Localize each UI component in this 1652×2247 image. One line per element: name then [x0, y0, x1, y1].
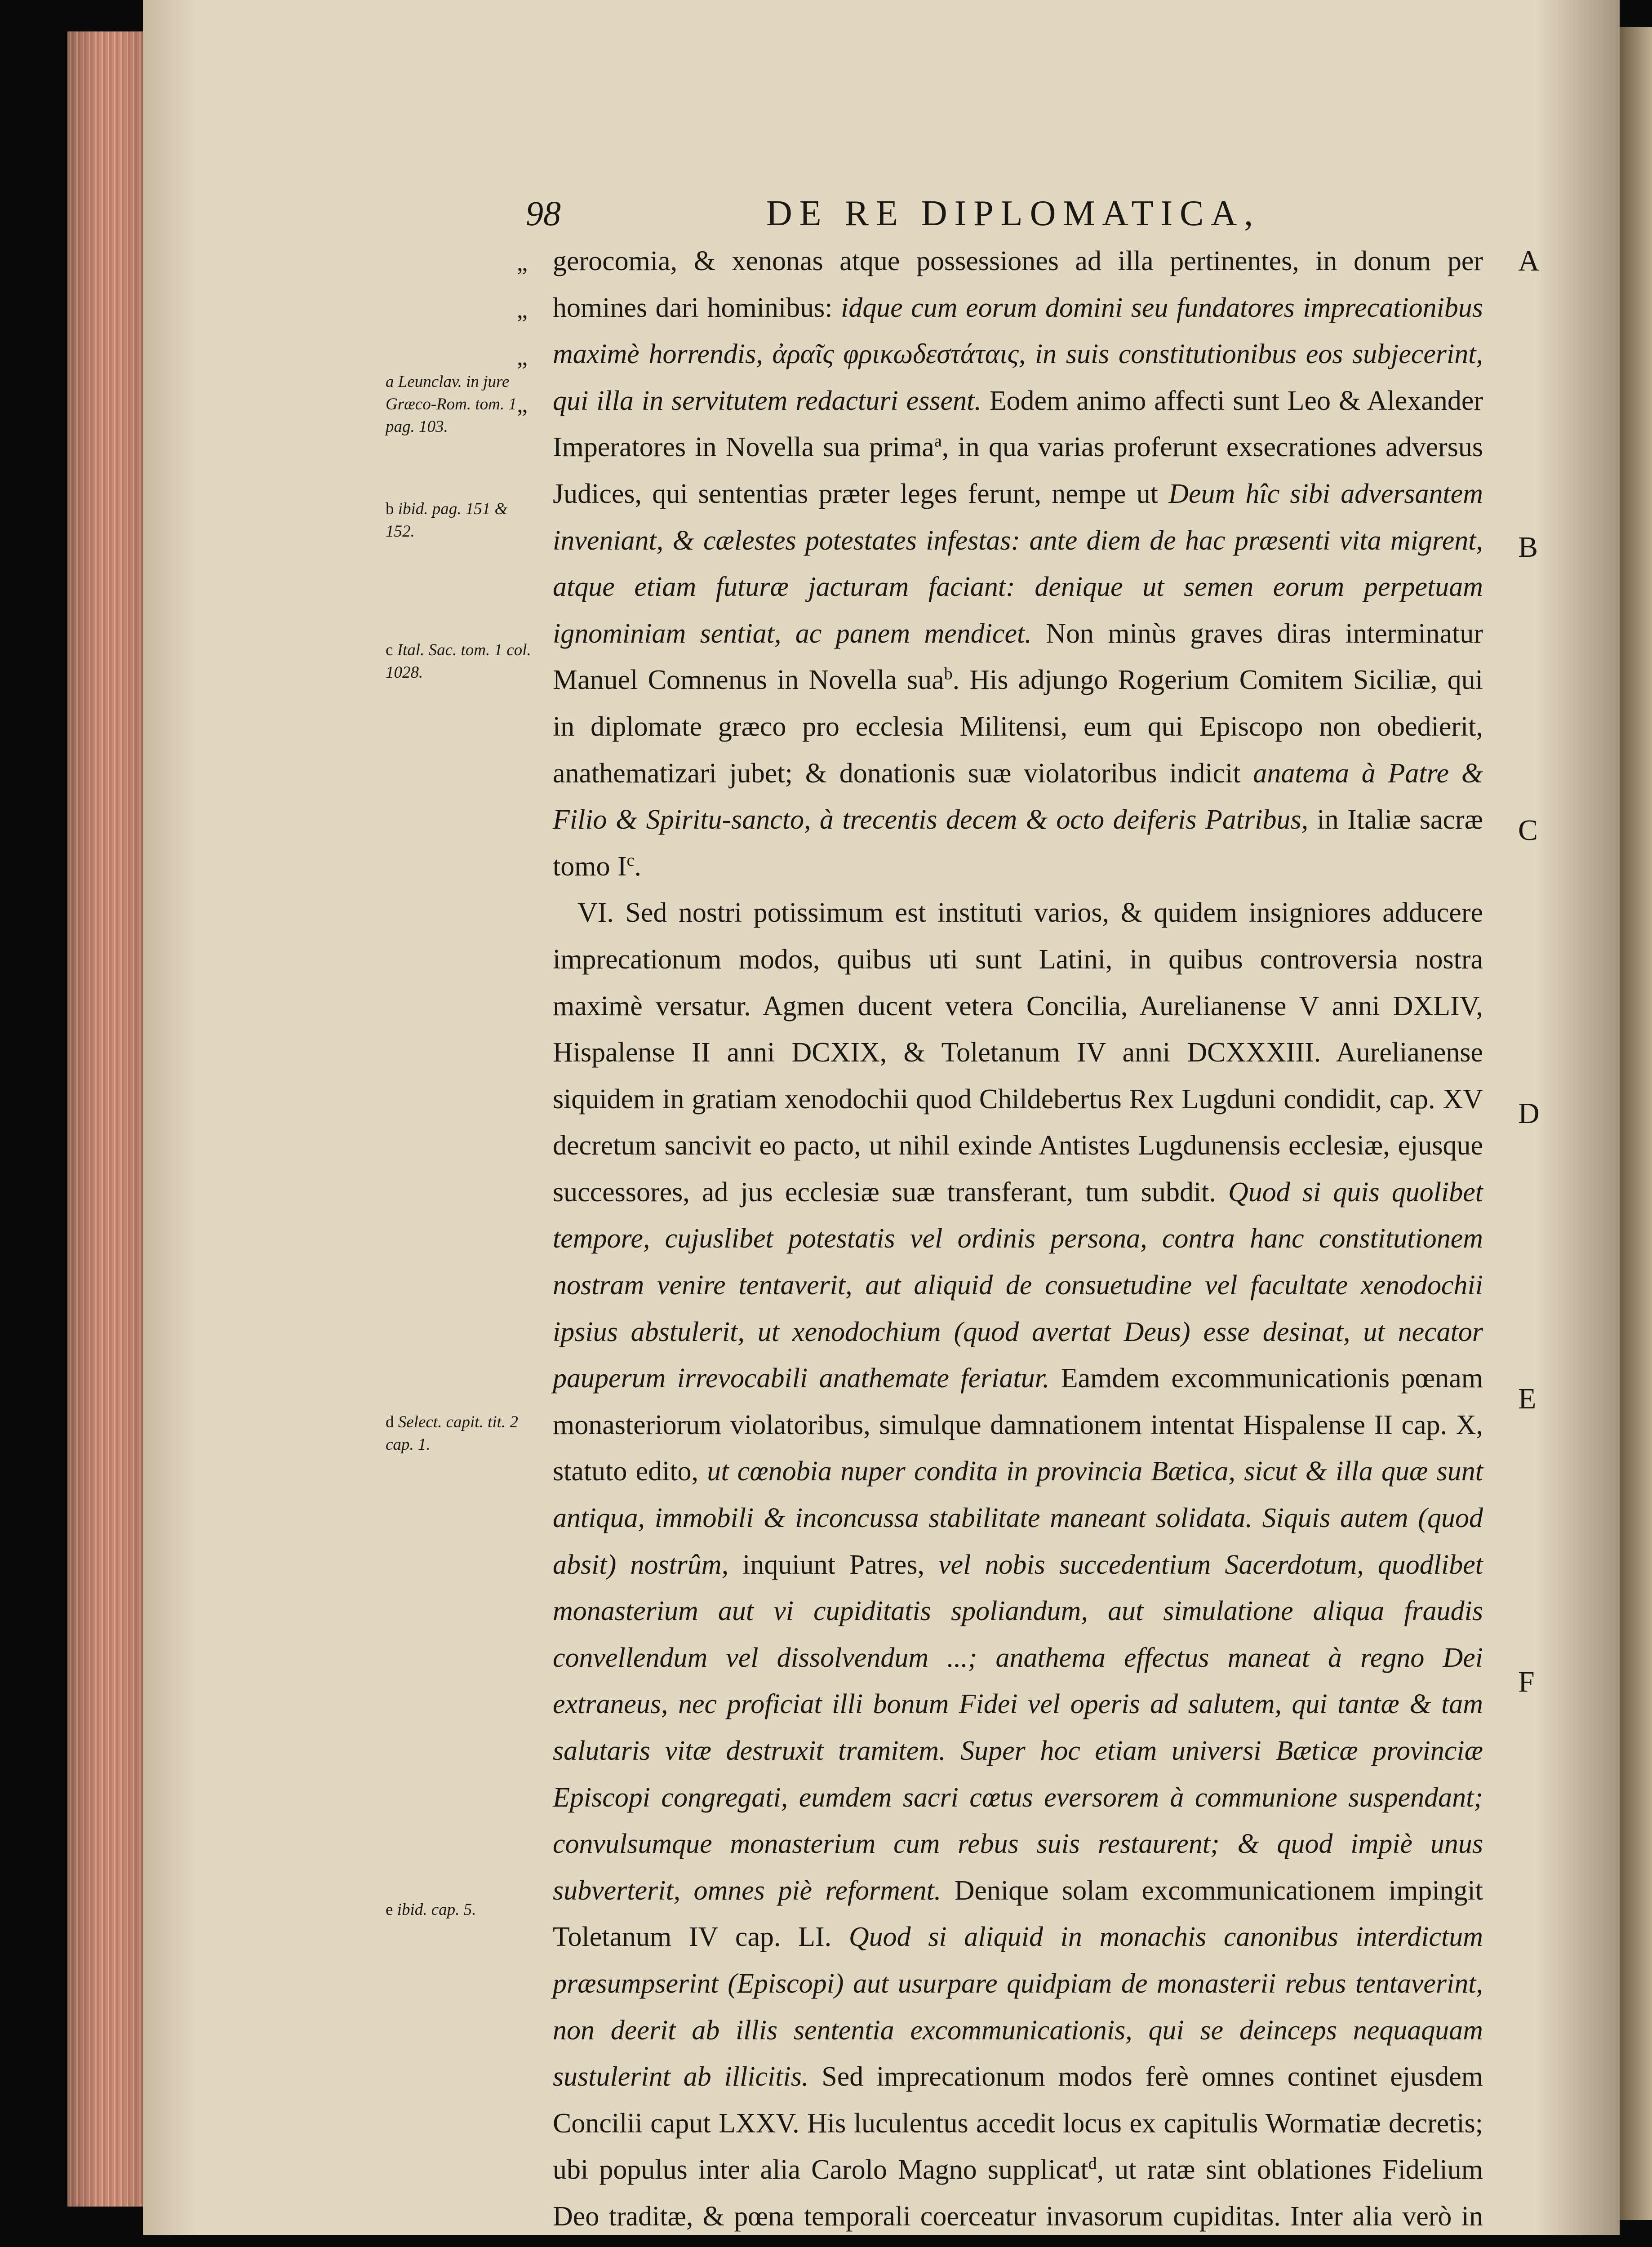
- side-note: [386, 639, 541, 684]
- side-note: [386, 498, 541, 543]
- note-reference: Leunclav. in jure Græco-Rom. tom. 1 pag. 103.: [386, 373, 517, 436]
- note-reference: Select. capit. tit. 2 cap. 1.: [386, 1413, 518, 1454]
- facing-page-edge: [1620, 27, 1652, 2220]
- margin-letter: F: [1518, 1665, 1535, 1698]
- note-mark: d: [386, 1413, 394, 1431]
- note-mark: e: [386, 1901, 393, 1919]
- footnote-mark: d: [1088, 2154, 1097, 2173]
- footnote-mark: a: [934, 431, 942, 451]
- text-run: .: [634, 851, 641, 882]
- running-head: [526, 193, 1546, 243]
- text-run: VI. Sed nostri potissimum est instituti varios, & quidem insigniores adducere imprecationum modos, quibus uti sunt Latini, in quibus controversia nostra maximè versatur. Agmen ducent vetera Concilia, Aurelianense V anni DXLIV, Hispalense II anni DCXIX, & Toletanum IV anni DCXXXIII. Aurelianense siquidem in gratiam xenodochii quod Childebertus Rex Lugduni condidit, cap. XV decretum sancivit eo pacto, ut nihil exinde Antistes Lugdunensis ecclesiæ, ejusque successores, ad jus ecclesiæ suæ transferant, tum subdit.: [553, 897, 1483, 1208]
- margin-letter: D: [1518, 1097, 1540, 1130]
- italic-passage: idque cum eorum domini seu fundatores imprecationibus maximè horrendis, ἀραῖς φρικωδεστάταις, in suis constitutionibus eos subjecerint, qui illa in servitutem redacturi essent.: [553, 292, 1483, 416]
- text-run: Denique solam excommunicationem impingit Toletanum IV cap. LI.: [553, 1875, 1483, 1953]
- note-mark: b: [386, 500, 394, 518]
- side-note: [386, 371, 541, 438]
- quote-mark: „: [517, 249, 528, 276]
- text-run: in Italiæ sacræ tomo I: [553, 804, 1483, 882]
- text-run: , in qua varias proferunt exsecrationes adversus Judices, qui sententias præter leges ferunt, nempe ut: [553, 432, 1483, 509]
- quote-mark: „: [517, 296, 528, 323]
- side-note: [386, 1411, 541, 1456]
- text-run: Eodem animo affecti sunt Leo & Alexander Imperatores in Novella sua prima: [553, 385, 1483, 463]
- footnote-mark: c: [626, 851, 635, 870]
- text-run: Non minùs graves diras interminatur Manuel Comnenus in Novella sua: [553, 618, 1483, 696]
- page-number: 98: [526, 194, 561, 233]
- running-title: DE RE DIPLOMATICA,: [766, 194, 1261, 233]
- side-note: [386, 1899, 541, 1921]
- text-run: Sed imprecationum modos ferè omnes continet ejusdem Concilii caput LXXV. His luculentus accedit locus ex capitulis Wormatiæ decretis; ubi populus inter alia Carolo Magno supplicat: [553, 2061, 1483, 2185]
- italic-passage: Quod si aliquid in monachis canonibus interdictum præsumpserint (Episcopi) aut usurpare quidpiam de monasterii rebus tentaverint, non deerit ab illis sententia excommunicationis, qui se deinceps nequaquam sustulerint ab illicitis.: [553, 1922, 1483, 2092]
- italic-passage: vel nobis succedentium Sacerdotum, quodlibet monasterium aut vi cupiditatis spoliandum, aut simulatione aliqua fraudis convellendum vel dissolvendum ...; anathema effectus maneat à regno Dei extraneus, nec proficiat illi bonum Fidei vel operis ad salutem, qui tantæ & tam salutaris vitæ destruxit tramitem. Super hoc etiam universi Bæticæ provinciæ Episcopi congregati, eumdem sacri cœtus eversorem à communione suspendant; convulsumque monasterium cum rebus suis restaurent; & quod impiè unus subverterit, omnes piè reforment.: [553, 1549, 1483, 1906]
- body-text: [553, 238, 1483, 2247]
- note-reference: Ital. Sac. tom. 1 col. 1028.: [386, 641, 531, 682]
- italic-passage: Quod si quis quolibet tempore, cujuslibet potestatis vel ordinis persona, contra hanc constitutionem nostram venire tentaverit, aut aliquid de consuetudine vel facultate xenodochii ipsius abstulerit, ut xenodochium (quod avertat Deus) esse desinat, ut necator pauperum irrevocabili anathemate feriatur.: [553, 1177, 1483, 1394]
- page-stack-shadow: [67, 31, 146, 2207]
- text-run: inquiunt Patres,: [728, 1549, 939, 1580]
- note-reference: ibid. pag. 151 & 152.: [386, 500, 508, 541]
- italic-passage: anatema à Patre & Filio & Spiritu-sancto, à trecentis decem & octo deiferis Patribus,: [553, 758, 1483, 835]
- italic-passage: Deum hîc sibi adversantem inveniant, & cælestes potestates infestas: ante diem de hac præsenti vita migrent, atque etiam futuræ jacturam faciant: denique ut semen eorum perpetuam ignominiam sentiat, ac panem mendicet.: [553, 478, 1483, 649]
- quote-mark: „: [517, 343, 528, 370]
- note-mark: a: [386, 373, 394, 391]
- text-run: gerocomia, & xenonas atque possessiones ad illa pertinentes, in donum per homines dari hominibus:: [553, 246, 1483, 323]
- text-run: , ut ratæ sint oblationes Fidelium Deo traditæ, & pœna temporali coerceatur invasorum cupiditas. Inter alia verò in: [553, 2154, 1483, 2232]
- note-reference: ibid. cap. 5.: [397, 1901, 476, 1919]
- paragraph: [553, 890, 1483, 2247]
- footnote-mark: b: [944, 664, 953, 684]
- margin-letter: E: [1518, 1382, 1537, 1415]
- paragraph: [553, 238, 1483, 890]
- margin-letter: A: [1518, 244, 1540, 277]
- italic-passage: ut cœnobia nuper condita in provincia Bætica, sicut & illa quæ sunt antiqua, immobili & inconcussa stabilitate maneant solidata. Siquis autem (quod absit) nostrûm,: [553, 1456, 1483, 1580]
- text-run: . His adjungo Rogerium Comitem Siciliæ, qui in diplomate græco pro ecclesia Militensi, eum qui Episcopo non obedierit, anathematizari jubet; & donationis suæ violatoribus indicit: [553, 665, 1483, 789]
- note-mark: c: [386, 641, 393, 659]
- margin-letter: B: [1518, 531, 1538, 564]
- quote-mark: „: [517, 391, 528, 417]
- text-run: Eamdem excommunicationis pœnam monasteriorum violatoribus, simulque damnationem intentat Hispalense II cap. X, statuto edito,: [553, 1363, 1483, 1487]
- margin-letter: C: [1518, 814, 1538, 847]
